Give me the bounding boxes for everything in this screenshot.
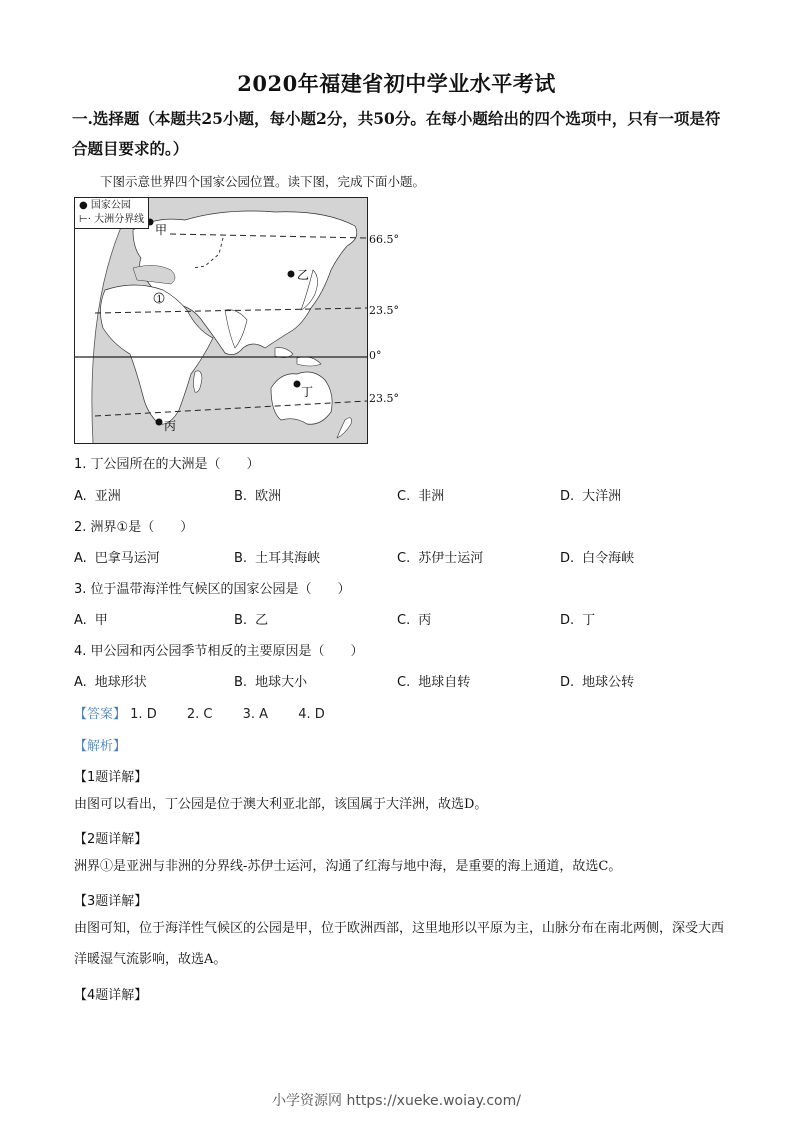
answer-item: 4. D bbox=[298, 707, 325, 722]
q3-option-a[interactable]: A. 甲 bbox=[74, 613, 108, 628]
lat-label-equator: 0° bbox=[369, 349, 382, 362]
q1-option-c[interactable]: C. 非洲 bbox=[397, 489, 445, 504]
legend-label-boundary: 大洲分界线 bbox=[94, 214, 145, 225]
answer-tag: 【答案】 bbox=[74, 707, 127, 722]
analysis-tag: 【解析】 bbox=[74, 739, 127, 754]
world-map-figure bbox=[74, 197, 368, 444]
q3-option-c[interactable]: C. 丙 bbox=[397, 613, 432, 628]
q4-option-b[interactable]: B. 地球大小 bbox=[234, 675, 308, 690]
q3-option-d[interactable]: D. 丁 bbox=[560, 613, 596, 628]
footer-watermark: 小学资源网 https://xueke.woiay.com/ bbox=[272, 1093, 521, 1109]
q1-option-d[interactable]: D. 大洋洲 bbox=[560, 489, 622, 504]
detail-3-text: 由图可知，位于海洋性气候区的公园是甲，位于欧洲西部，这里地形以平原为主，山脉分布在南北两侧，深受大西洋暖湿气流影响，故选A。 bbox=[74, 921, 725, 967]
q2-option-d[interactable]: D. 白令海峡 bbox=[560, 551, 635, 566]
lat-label-23s: 23.5° bbox=[369, 392, 399, 405]
boundary-line-icon: ⊢· bbox=[79, 214, 91, 225]
detail-4-heading: 【4题详解】 bbox=[74, 988, 148, 1003]
park-bing-dot bbox=[156, 419, 163, 426]
map-legend bbox=[74, 197, 149, 229]
intro-text: 下图示意世界四个国家公园位置。读下图，完成下面小题。 bbox=[100, 174, 426, 189]
detail-2-heading: 【2题详解】 bbox=[74, 832, 148, 847]
legend-item-boundary bbox=[79, 213, 144, 227]
detail-3-heading: 【3题详解】 bbox=[74, 894, 148, 909]
park-jia-label: 甲 bbox=[155, 223, 168, 237]
dot-icon: ● bbox=[79, 200, 88, 211]
park-ding-label: 丁 bbox=[301, 385, 314, 399]
q2-option-a[interactable]: A. 巴拿马运河 bbox=[74, 551, 160, 566]
question-3-stem: 3. 位于温带海洋性气候区的国家公园是（ ） bbox=[74, 582, 351, 597]
q1-option-a[interactable]: A. 亚洲 bbox=[74, 489, 121, 504]
lat-label-23n: 23.5° bbox=[369, 304, 399, 317]
answer-item: 2. C bbox=[186, 707, 213, 722]
map-svg bbox=[75, 198, 367, 443]
q4-option-c[interactable]: C. 地球自转 bbox=[397, 675, 471, 690]
q3-option-b[interactable]: B. 乙 bbox=[234, 613, 269, 628]
answer-line bbox=[74, 703, 351, 722]
answer-item: 3. A bbox=[242, 707, 269, 722]
park-yi-label: 乙 bbox=[297, 268, 310, 282]
q2-option-c[interactable]: C. 苏伊士运河 bbox=[397, 551, 484, 566]
q1-option-b[interactable]: B. 欧洲 bbox=[234, 489, 282, 504]
q4-option-d[interactable]: D. 地球公转 bbox=[560, 675, 635, 690]
question-2-stem: 2. 洲界①是（ ） bbox=[74, 520, 194, 535]
question-4-stem: 4. 甲公园和丙公园季节相反的主要原因是（ ） bbox=[74, 644, 364, 659]
detail-1-text: 由图可以看出，丁公园是位于澳大利亚北部，该国属于大洋洲，故选D。 bbox=[74, 797, 488, 812]
lat-label-66: 66.5° bbox=[369, 233, 399, 246]
legend-item-park bbox=[79, 199, 144, 213]
detail-1-heading: 【1题详解】 bbox=[74, 770, 148, 785]
park-bing-label: 丙 bbox=[164, 419, 177, 433]
park-yi-dot bbox=[288, 271, 295, 278]
legend-label-park: 国家公园 bbox=[90, 200, 131, 211]
park-ding-dot bbox=[294, 381, 301, 388]
q4-option-a[interactable]: A. 地球形状 bbox=[74, 675, 147, 690]
boundary-marker-label: 1 bbox=[156, 295, 163, 305]
answer-item: 1. D bbox=[130, 707, 157, 722]
q2-option-b[interactable]: B. 土耳其海峡 bbox=[234, 551, 321, 566]
page-title: 2020年福建省初中学业水平考试 bbox=[237, 71, 556, 96]
section-heading: 一.选择题（本题共25小题，每小题2分，共50分。在每小题给出的四个选项中，只有一项是符合题目要求的。） bbox=[72, 109, 721, 158]
question-1-stem: 1. 丁公园所在的大洲是（ ） bbox=[74, 457, 260, 472]
detail-2-text: 洲界①是亚洲与非洲的分界线-苏伊士运河，沟通了红海与地中海，是重要的海上通道，故选C。 bbox=[74, 859, 622, 874]
